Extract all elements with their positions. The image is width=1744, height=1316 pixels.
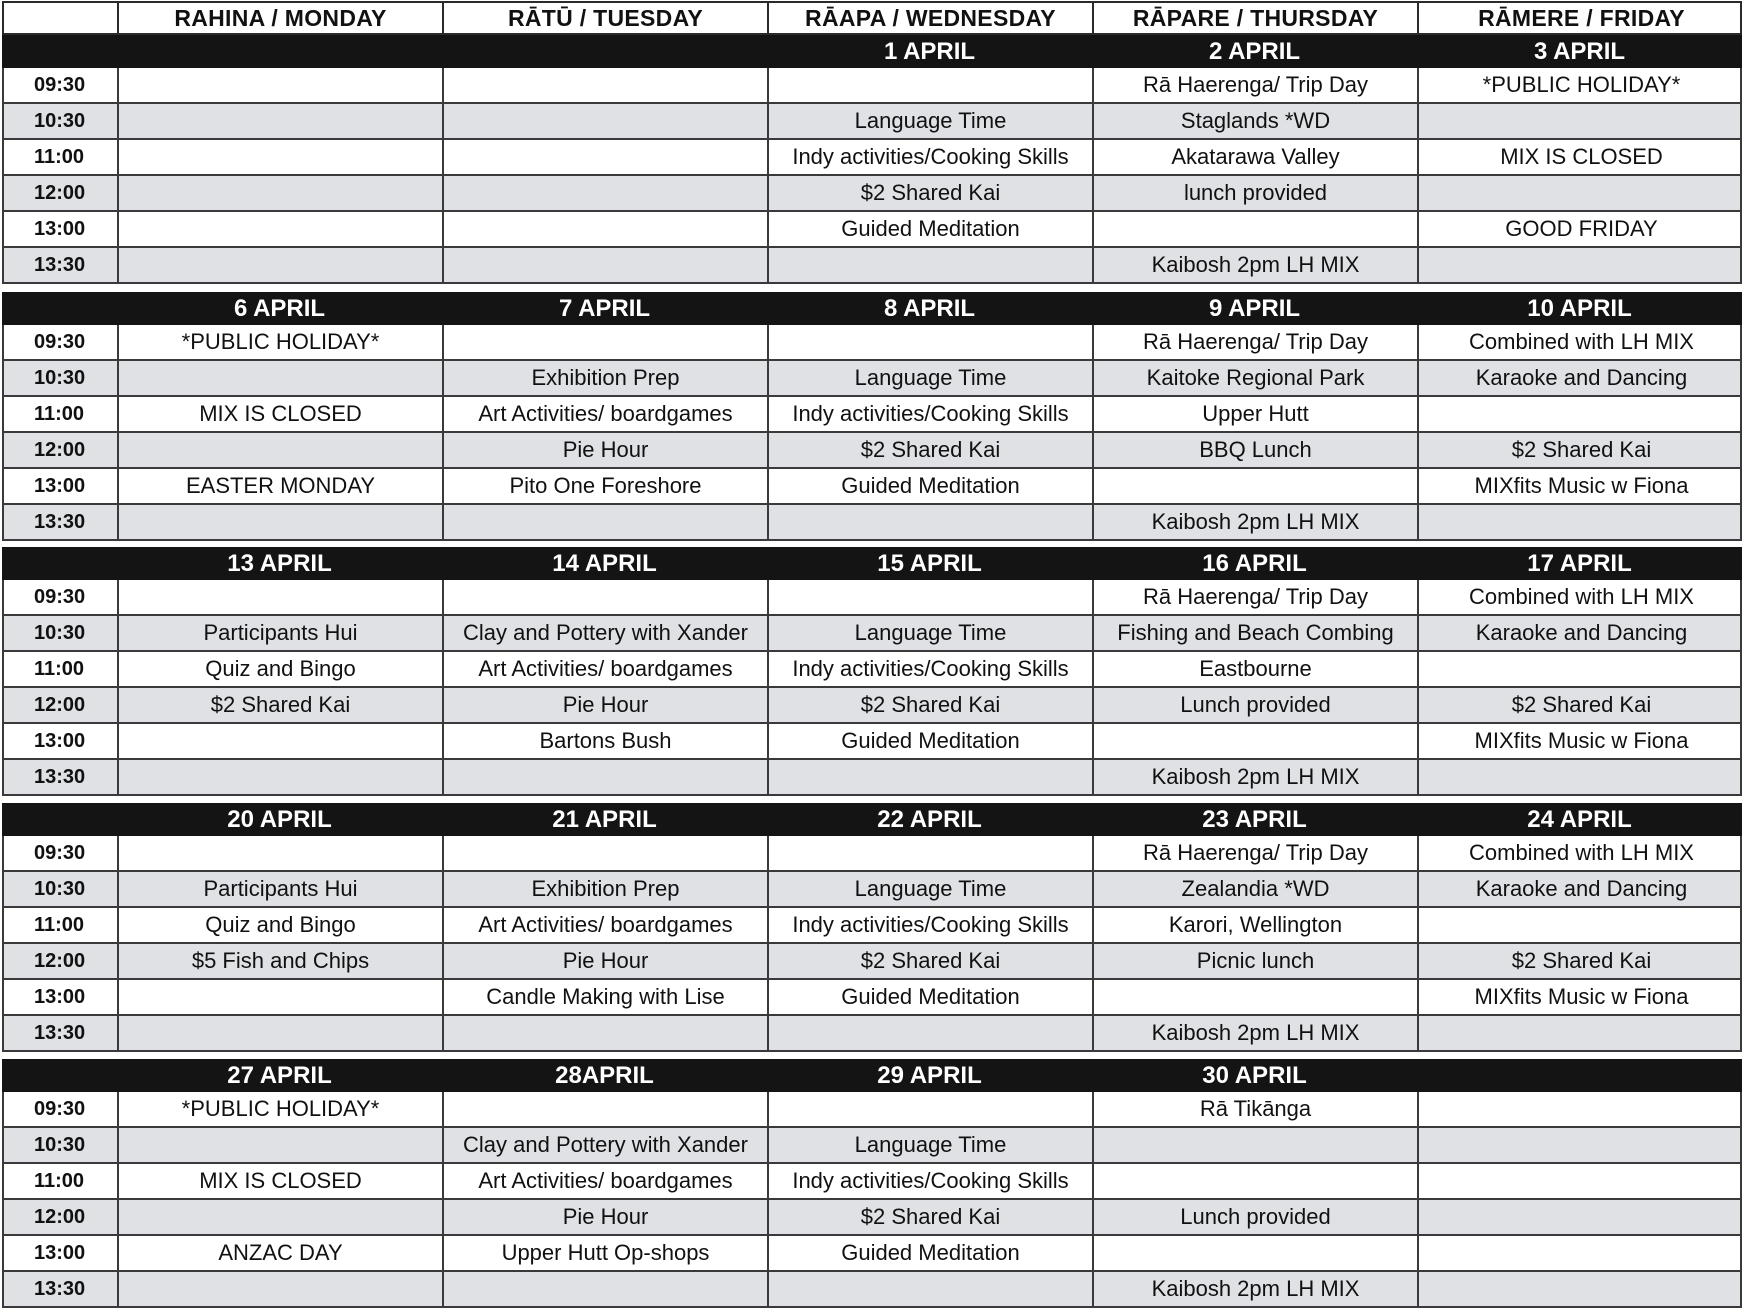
time-row xyxy=(2,68,1742,104)
date-label-monday: 13 APRIL xyxy=(227,549,332,577)
activity-cell-friday xyxy=(1419,397,1744,431)
activity-cell-friday: MIXfits Music w Fiona xyxy=(1474,984,1689,1009)
activity-cell-thursday: Rā Haerenga/ Trip Day xyxy=(1094,836,1419,870)
activity-cell-wednesday: $2 Shared Kai xyxy=(769,176,1094,210)
time-row xyxy=(2,836,1742,872)
time-row xyxy=(2,397,1742,433)
activity-cell-wednesday: Language Time xyxy=(769,616,1094,650)
time-row xyxy=(2,688,1742,724)
date-label-friday: 10 APRIL xyxy=(1527,294,1632,322)
activity-cell-thursday: Staglands *WD xyxy=(1094,104,1419,138)
time-row xyxy=(2,104,1742,140)
activity-cell-wednesday xyxy=(769,248,1094,282)
activity-cell-thursday: Upper Hutt xyxy=(1094,397,1419,431)
activity-cell-friday xyxy=(1419,1164,1744,1198)
date-label-thursday: 9 APRIL xyxy=(1208,294,1301,322)
time-label: 10:30 xyxy=(4,104,119,138)
activity-cell-monday xyxy=(119,1128,444,1162)
activity-cell-tuesday xyxy=(444,325,769,359)
day-header-tuesday: RĀTŪ / TUESDAY xyxy=(444,3,769,33)
activity-cell-thursday: Rā Haerenga/ Trip Day xyxy=(1094,325,1419,359)
activity-cell-monday: *PUBLIC HOLIDAY* xyxy=(119,325,444,359)
activity-cell-monday xyxy=(119,1272,444,1306)
activity-cell-thursday: Lunch provided xyxy=(1094,688,1419,722)
activity-cell-tuesday xyxy=(444,1272,769,1306)
activity-cell-wednesday: Guided Meditation xyxy=(769,469,1094,503)
time-label: 09:30 xyxy=(4,580,119,614)
activity-cell-tuesday: Clay and Pottery with Xander xyxy=(444,1128,769,1162)
date-label-friday: 17 APRIL xyxy=(1527,549,1632,577)
activity-cell-wednesday: $2 Shared Kai xyxy=(769,688,1094,722)
activity-cell-tuesday xyxy=(444,140,769,174)
activity-cell-friday: MIX IS CLOSED xyxy=(1500,144,1663,169)
activity-cell-monday xyxy=(119,176,444,210)
activity-cell-monday xyxy=(119,1016,444,1050)
time-row xyxy=(2,1236,1742,1272)
time-label: 11:00 xyxy=(4,652,119,686)
activity-cell-thursday xyxy=(1094,1236,1419,1270)
time-label: 11:00 xyxy=(4,1164,119,1198)
time-row xyxy=(2,469,1742,505)
activity-cell-tuesday: Bartons Bush xyxy=(444,724,769,758)
week-date-band xyxy=(2,547,1742,580)
date-label-thursday: 30 APRIL xyxy=(1202,1061,1307,1089)
date-label-thursday: 2 APRIL xyxy=(1208,37,1301,65)
activity-cell-friday: Combined with LH MIX xyxy=(1469,584,1694,609)
activity-cell-monday: $5 Fish and Chips xyxy=(119,944,444,978)
time-label: 13:30 xyxy=(4,248,119,282)
activity-cell-monday xyxy=(119,68,444,102)
activity-cell-wednesday xyxy=(769,760,1094,794)
activity-cell-thursday: Kaibosh 2pm LH MIX xyxy=(1094,760,1419,794)
week-date-band xyxy=(2,803,1742,836)
activity-cell-tuesday xyxy=(444,505,769,539)
time-label: 13:00 xyxy=(4,212,119,246)
activity-cell-tuesday: Upper Hutt Op-shops xyxy=(444,1236,769,1270)
activity-cell-wednesday: Indy activities/Cooking Skills xyxy=(769,652,1094,686)
date-label-tuesday xyxy=(442,35,767,68)
time-row xyxy=(2,325,1742,361)
activity-cell-friday xyxy=(1419,248,1744,282)
time-label: 12:00 xyxy=(4,944,119,978)
activity-cell-friday xyxy=(1419,1236,1744,1270)
activity-cell-tuesday: Pie Hour xyxy=(444,944,769,978)
activity-cell-monday: Participants Hui xyxy=(119,616,444,650)
time-label: 10:30 xyxy=(4,872,119,906)
week-date-band xyxy=(2,35,1742,68)
time-row xyxy=(2,908,1742,944)
activity-cell-monday xyxy=(119,505,444,539)
time-row xyxy=(2,212,1742,248)
date-label-wednesday: 1 APRIL xyxy=(883,37,976,65)
activity-cell-thursday xyxy=(1094,724,1419,758)
date-band-corner xyxy=(2,547,117,580)
time-row xyxy=(2,505,1742,541)
activity-cell-friday xyxy=(1419,1200,1744,1234)
activity-cell-thursday xyxy=(1094,212,1419,246)
activity-cell-monday xyxy=(119,836,444,870)
activity-cell-friday: $2 Shared Kai xyxy=(1511,948,1652,973)
date-label-wednesday: 29 APRIL xyxy=(877,1061,982,1089)
date-label-wednesday: 15 APRIL xyxy=(877,549,982,577)
time-label: 12:00 xyxy=(4,176,119,210)
activity-cell-thursday: Lunch provided xyxy=(1094,1200,1419,1234)
date-label-friday: 24 APRIL xyxy=(1527,805,1632,833)
activity-cell-wednesday xyxy=(769,580,1094,614)
activity-cell-thursday: Kaibosh 2pm LH MIX xyxy=(1094,1016,1419,1050)
activity-cell-friday: Combined with LH MIX xyxy=(1469,329,1694,354)
time-label: 13:30 xyxy=(4,1016,119,1050)
activity-cell-friday: Combined with LH MIX xyxy=(1469,840,1694,865)
time-row xyxy=(2,652,1742,688)
activity-cell-friday xyxy=(1419,1128,1744,1162)
time-label: 11:00 xyxy=(4,908,119,942)
activity-cell-tuesday xyxy=(444,248,769,282)
activity-cell-tuesday: Pito One Foreshore xyxy=(444,469,769,503)
date-band-corner xyxy=(2,803,117,836)
activity-cell-wednesday: Guided Meditation xyxy=(769,212,1094,246)
time-row xyxy=(2,1128,1742,1164)
activity-cell-friday: MIXfits Music w Fiona xyxy=(1474,473,1689,498)
activity-cell-tuesday: Exhibition Prep xyxy=(444,361,769,395)
time-label: 10:30 xyxy=(4,616,119,650)
activity-cell-monday xyxy=(119,433,444,467)
time-label: 13:00 xyxy=(4,724,119,758)
activity-cell-wednesday: $2 Shared Kai xyxy=(769,944,1094,978)
date-label-wednesday: 22 APRIL xyxy=(877,805,982,833)
date-label-tuesday: 28APRIL xyxy=(555,1061,654,1089)
activity-cell-tuesday: Art Activities/ boardgames xyxy=(444,397,769,431)
activity-cell-wednesday: Indy activities/Cooking Skills xyxy=(769,397,1094,431)
time-label: 13:00 xyxy=(4,1236,119,1270)
activity-cell-thursday: Akatarawa Valley xyxy=(1094,140,1419,174)
activity-cell-friday: *PUBLIC HOLIDAY* xyxy=(1482,72,1681,97)
activity-cell-tuesday xyxy=(444,580,769,614)
activity-cell-monday xyxy=(119,361,444,395)
activity-cell-friday: Karaoke and Dancing xyxy=(1475,365,1688,390)
date-label-monday xyxy=(117,35,442,68)
time-label: 12:00 xyxy=(4,688,119,722)
date-label-tuesday: 21 APRIL xyxy=(552,805,657,833)
activity-cell-monday: MIX IS CLOSED xyxy=(119,1164,444,1198)
activity-cell-thursday xyxy=(1094,1128,1419,1162)
day-header-row xyxy=(2,1,1742,35)
activity-cell-monday: Participants Hui xyxy=(119,872,444,906)
activity-cell-monday xyxy=(119,724,444,758)
activity-cell-tuesday: Pie Hour xyxy=(444,1200,769,1234)
time-row xyxy=(2,1016,1742,1052)
time-row xyxy=(2,724,1742,760)
time-row xyxy=(2,433,1742,469)
activity-cell-wednesday: Language Time xyxy=(769,872,1094,906)
time-label: 12:00 xyxy=(4,433,119,467)
activity-cell-tuesday xyxy=(444,104,769,138)
activity-cell-wednesday: Guided Meditation xyxy=(769,980,1094,1014)
time-row xyxy=(2,1200,1742,1236)
time-row xyxy=(2,1092,1742,1128)
time-label: 09:30 xyxy=(4,325,119,359)
activity-cell-friday xyxy=(1419,104,1744,138)
activity-cell-tuesday: Art Activities/ boardgames xyxy=(444,1164,769,1198)
activity-cell-tuesday: Art Activities/ boardgames xyxy=(444,908,769,942)
activity-cell-tuesday: Clay and Pottery with Xander xyxy=(444,616,769,650)
activity-cell-tuesday xyxy=(444,1016,769,1050)
activity-cell-monday: MIX IS CLOSED xyxy=(119,397,444,431)
activity-cell-monday xyxy=(119,212,444,246)
activity-cell-wednesday xyxy=(769,1272,1094,1306)
activity-cell-thursday: Eastbourne xyxy=(1094,652,1419,686)
activity-cell-thursday: Fishing and Beach Combing xyxy=(1094,616,1419,650)
date-label-thursday: 16 APRIL xyxy=(1202,549,1307,577)
date-band-corner xyxy=(2,292,117,325)
time-label: 13:30 xyxy=(4,1272,119,1306)
activity-cell-tuesday: Pie Hour xyxy=(444,433,769,467)
activity-cell-wednesday: $2 Shared Kai xyxy=(769,433,1094,467)
activity-cell-friday xyxy=(1419,505,1744,539)
date-label-thursday: 23 APRIL xyxy=(1202,805,1307,833)
week-date-band xyxy=(2,1059,1742,1092)
activity-cell-friday xyxy=(1419,652,1744,686)
activity-cell-monday: Quiz and Bingo xyxy=(119,652,444,686)
time-row xyxy=(2,361,1742,397)
day-header-friday: RĀMERE / FRIDAY xyxy=(1478,4,1685,31)
activity-cell-friday xyxy=(1419,760,1744,794)
date-label-tuesday: 14 APRIL xyxy=(552,549,657,577)
activity-cell-monday xyxy=(119,104,444,138)
time-row xyxy=(2,248,1742,284)
activity-cell-friday xyxy=(1419,1016,1744,1050)
activity-cell-wednesday: $2 Shared Kai xyxy=(769,1200,1094,1234)
activity-cell-tuesday: Art Activities/ boardgames xyxy=(444,652,769,686)
activity-cell-thursday: lunch provided xyxy=(1094,176,1419,210)
activity-cell-monday xyxy=(119,980,444,1014)
activity-cell-wednesday: Language Time xyxy=(769,1128,1094,1162)
activity-cell-monday xyxy=(119,760,444,794)
activity-cell-wednesday xyxy=(769,325,1094,359)
activity-cell-thursday: Kaibosh 2pm LH MIX xyxy=(1094,1272,1419,1306)
activity-cell-friday xyxy=(1419,1092,1744,1126)
activity-cell-thursday: Karori, Wellington xyxy=(1094,908,1419,942)
activity-cell-monday xyxy=(119,580,444,614)
time-row xyxy=(2,176,1742,212)
activity-cell-friday: Karaoke and Dancing xyxy=(1475,620,1688,645)
activity-cell-wednesday: Indy activities/Cooking Skills xyxy=(769,1164,1094,1198)
activity-cell-wednesday: Indy activities/Cooking Skills xyxy=(769,908,1094,942)
activity-cell-friday: MIXfits Music w Fiona xyxy=(1474,728,1689,753)
activity-cell-wednesday: Guided Meditation xyxy=(769,1236,1094,1270)
activity-cell-friday: $2 Shared Kai xyxy=(1511,692,1652,717)
activity-cell-thursday: Rā Tikānga xyxy=(1094,1092,1419,1126)
date-label-wednesday: 8 APRIL xyxy=(883,294,976,322)
time-row xyxy=(2,760,1742,796)
activity-cell-wednesday xyxy=(769,836,1094,870)
activity-cell-monday xyxy=(119,1200,444,1234)
activity-cell-monday xyxy=(119,248,444,282)
activity-cell-monday: EASTER MONDAY xyxy=(119,469,444,503)
time-label: 09:30 xyxy=(4,68,119,102)
time-row xyxy=(2,944,1742,980)
time-row xyxy=(2,616,1742,652)
date-label-monday: 6 APRIL xyxy=(233,294,326,322)
activity-cell-friday: $2 Shared Kai xyxy=(1511,437,1652,462)
activity-cell-wednesday xyxy=(769,1092,1094,1126)
time-row xyxy=(2,140,1742,176)
activity-cell-tuesday xyxy=(444,68,769,102)
activity-cell-thursday xyxy=(1094,980,1419,1014)
header-corner xyxy=(4,3,119,33)
activity-cell-friday: Karaoke and Dancing xyxy=(1475,876,1688,901)
date-band-corner xyxy=(2,1059,117,1092)
activity-cell-thursday xyxy=(1094,1164,1419,1198)
date-label-friday xyxy=(1417,1059,1742,1092)
day-header-monday: RAHINA / MONDAY xyxy=(119,3,444,33)
activity-cell-wednesday: Indy activities/Cooking Skills xyxy=(769,140,1094,174)
time-label: 09:30 xyxy=(4,836,119,870)
time-label: 13:00 xyxy=(4,980,119,1014)
date-label-tuesday: 7 APRIL xyxy=(558,294,651,322)
activity-cell-thursday: Rā Haerenga/ Trip Day xyxy=(1094,580,1419,614)
time-row xyxy=(2,580,1742,616)
activity-cell-monday: *PUBLIC HOLIDAY* xyxy=(119,1092,444,1126)
time-label: 10:30 xyxy=(4,1128,119,1162)
activity-cell-friday xyxy=(1419,908,1744,942)
activity-cell-thursday: BBQ Lunch xyxy=(1094,433,1419,467)
activity-cell-wednesday: Guided Meditation xyxy=(769,724,1094,758)
activity-cell-friday: GOOD FRIDAY xyxy=(1505,216,1658,241)
day-header-wednesday: RĀAPA / WEDNESDAY xyxy=(769,3,1094,33)
activity-cell-thursday: Rā Haerenga/ Trip Day xyxy=(1094,68,1419,102)
time-label: 13:30 xyxy=(4,505,119,539)
time-label: 10:30 xyxy=(4,361,119,395)
activity-cell-tuesday xyxy=(444,1092,769,1126)
activity-cell-wednesday xyxy=(769,1016,1094,1050)
activity-cell-wednesday: Language Time xyxy=(769,361,1094,395)
activity-cell-wednesday: Language Time xyxy=(769,104,1094,138)
activity-cell-monday: $2 Shared Kai xyxy=(119,688,444,722)
activity-cell-friday xyxy=(1419,176,1744,210)
time-label: 11:00 xyxy=(4,140,119,174)
activity-cell-wednesday xyxy=(769,505,1094,539)
activity-cell-tuesday xyxy=(444,212,769,246)
activity-cell-thursday: Picnic lunch xyxy=(1094,944,1419,978)
date-label-monday: 20 APRIL xyxy=(227,805,332,833)
activity-cell-friday xyxy=(1419,1272,1744,1306)
activity-cell-tuesday: Candle Making with Lise xyxy=(444,980,769,1014)
activity-cell-tuesday: Pie Hour xyxy=(444,688,769,722)
time-row xyxy=(2,1164,1742,1200)
date-label-monday: 27 APRIL xyxy=(227,1061,332,1089)
time-row xyxy=(2,872,1742,908)
activity-cell-tuesday xyxy=(444,176,769,210)
time-label: 09:30 xyxy=(4,1092,119,1126)
time-label: 13:30 xyxy=(4,760,119,794)
activity-cell-monday xyxy=(119,140,444,174)
activity-cell-tuesday: Exhibition Prep xyxy=(444,872,769,906)
activity-cell-thursday: Kaibosh 2pm LH MIX xyxy=(1094,505,1419,539)
activity-cell-monday: Quiz and Bingo xyxy=(119,908,444,942)
time-row xyxy=(2,1272,1742,1308)
activity-cell-monday: ANZAC DAY xyxy=(119,1236,444,1270)
activity-cell-tuesday xyxy=(444,836,769,870)
date-band-corner xyxy=(2,35,117,68)
time-label: 11:00 xyxy=(4,397,119,431)
time-label: 13:00 xyxy=(4,469,119,503)
activity-cell-thursday: Kaibosh 2pm LH MIX xyxy=(1094,248,1419,282)
day-header-thursday: RĀPARE / THURSDAY xyxy=(1094,3,1419,33)
time-label: 12:00 xyxy=(4,1200,119,1234)
date-label-friday: 3 APRIL xyxy=(1533,37,1626,65)
activity-cell-wednesday xyxy=(769,68,1094,102)
activity-cell-tuesday xyxy=(444,760,769,794)
time-row xyxy=(2,980,1742,1016)
activity-cell-thursday: Kaitoke Regional Park xyxy=(1094,361,1419,395)
week-date-band xyxy=(2,292,1742,325)
activity-cell-thursday xyxy=(1094,469,1419,503)
activity-cell-thursday: Zealandia *WD xyxy=(1094,872,1419,906)
